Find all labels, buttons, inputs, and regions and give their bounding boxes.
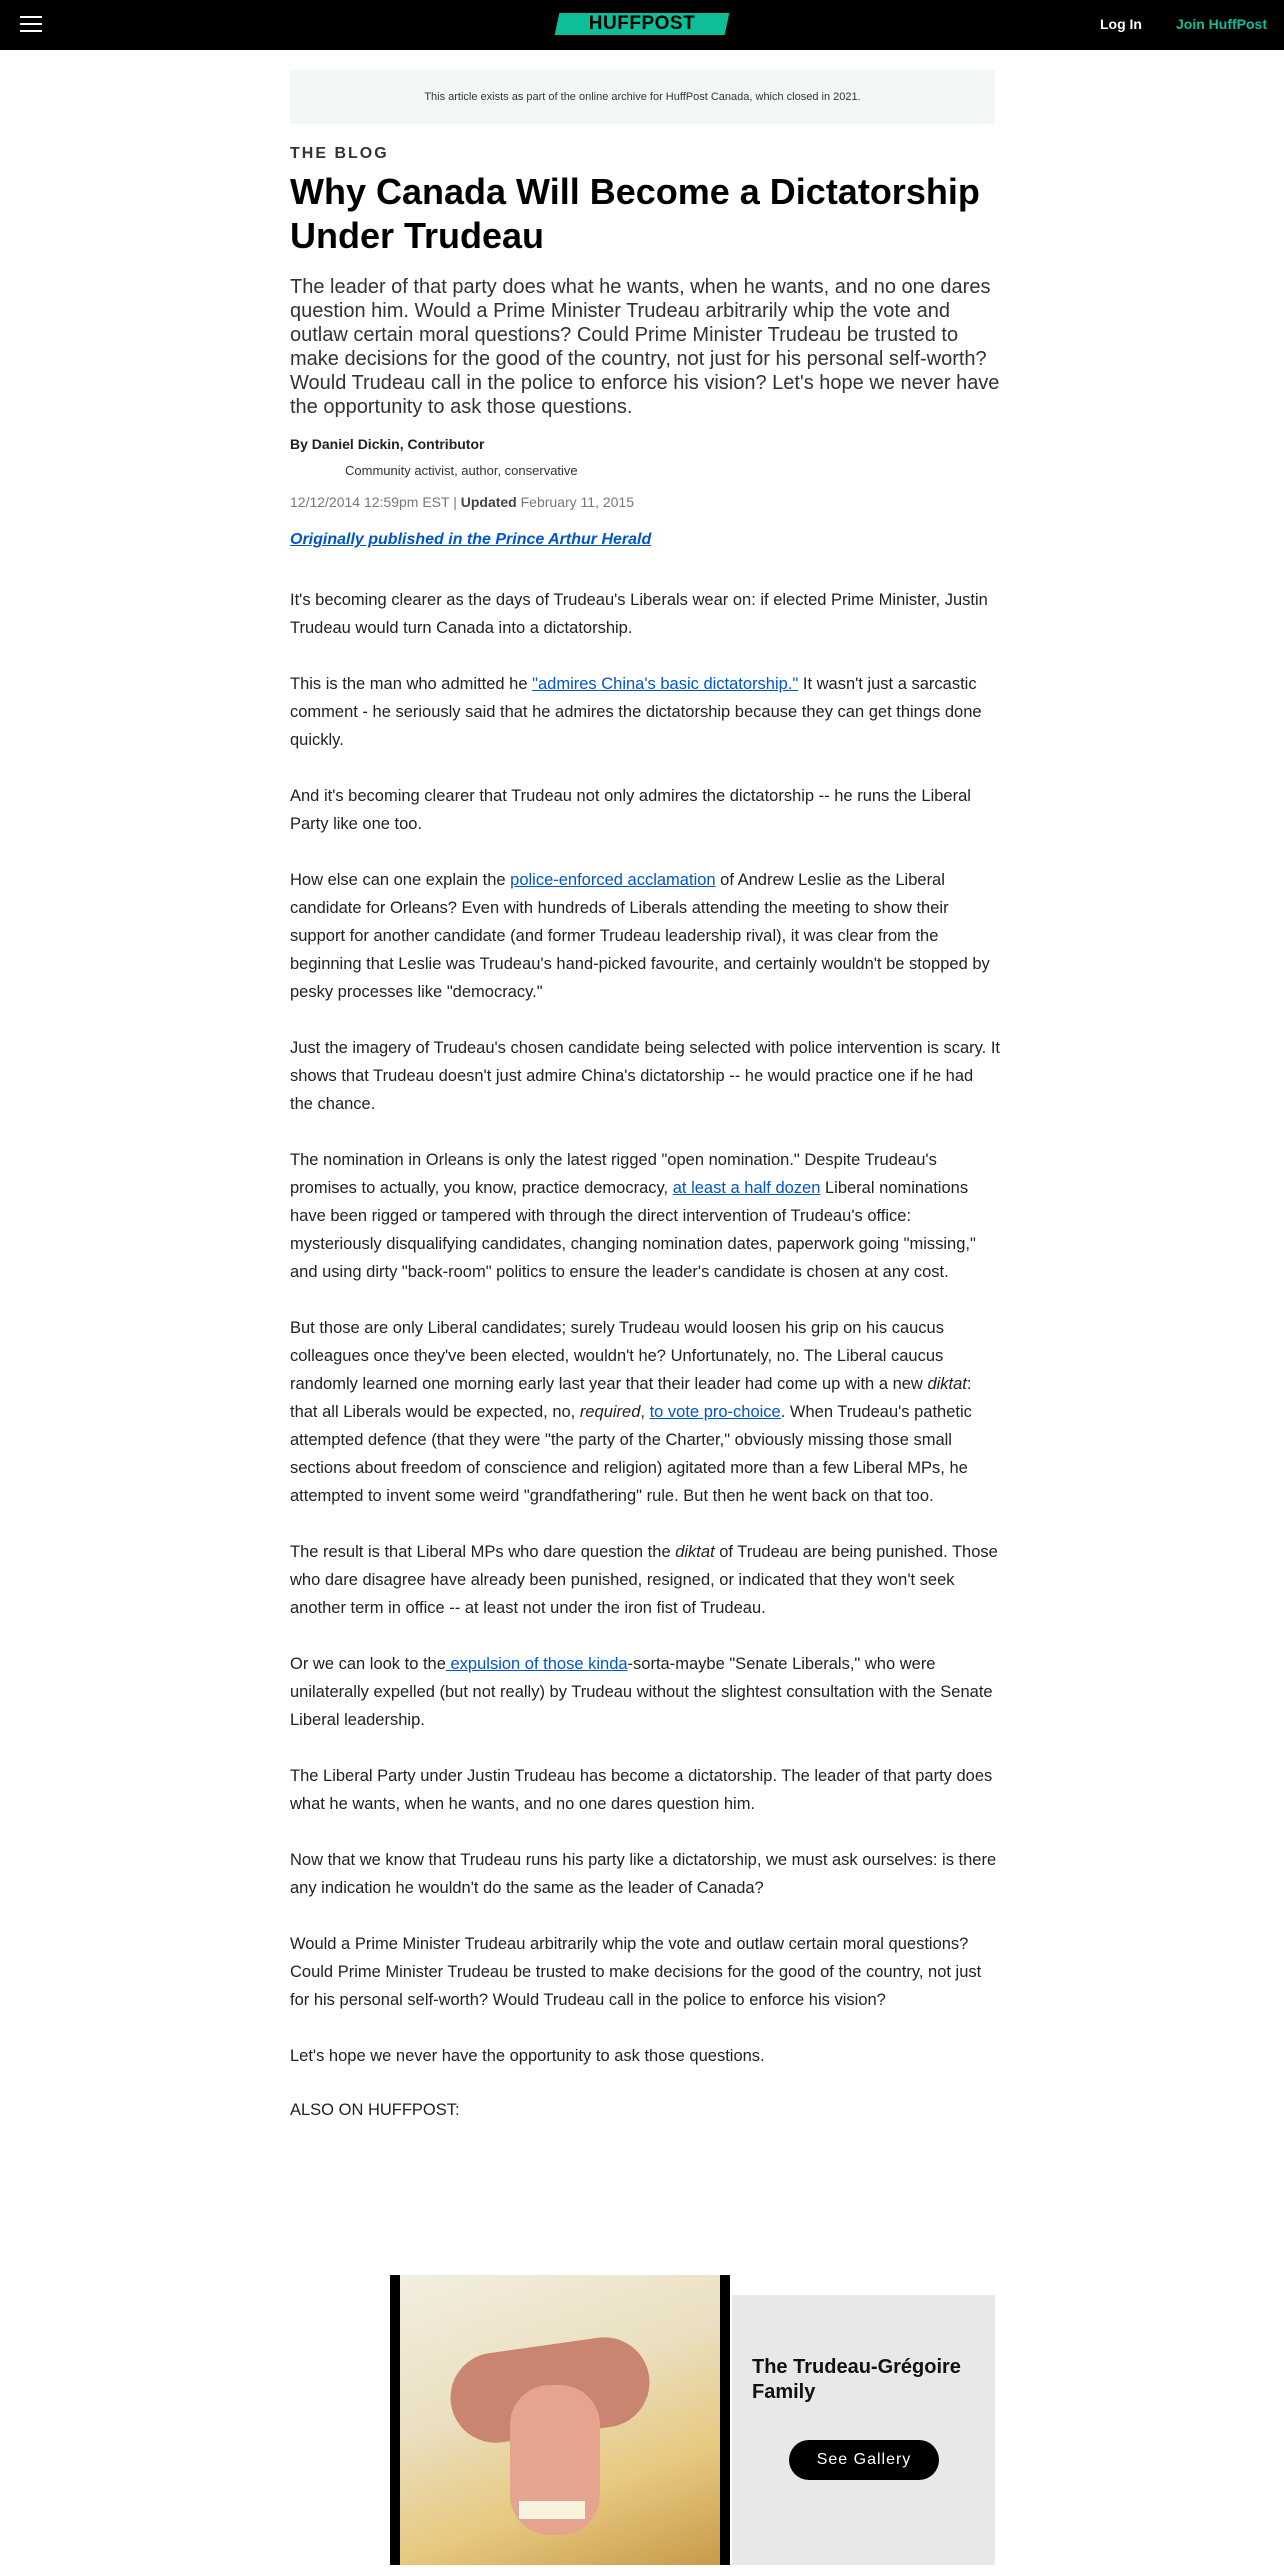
pro-choice-link[interactable]: to vote pro-choice xyxy=(649,1403,781,1421)
acclamation-link[interactable]: police-enforced acclamation xyxy=(510,871,716,889)
expulsion-link[interactable]: expulsion of those kinda xyxy=(445,1655,628,1673)
paragraph-13: Let's hope we never have the opportunity to ask those questions. xyxy=(290,2047,765,2065)
paragraph-11: Now that we know that Trudeau runs his party like a dictatorship, we must ask ourselves: is there any indication he wouldn't do the same as the leader of Canada? xyxy=(290,1851,997,1897)
huffpost-logo[interactable] xyxy=(557,13,727,35)
china-dictatorship-link[interactable]: "admires China's basic dictatorship." xyxy=(532,675,799,693)
paragraph-text: The result is that Liberal MPs who dare question the xyxy=(290,1543,676,1561)
paragraph-text: . When Trudeau's pathetic attempted defence (that they were "the party of the Charter," obviously missing those small sections about freedom of conscience and religion) agitated more than a few Liberal MPs, he attempted to invent some weird "grandfathering" rule. But then he went back on that too. xyxy=(290,1403,972,1505)
emphasis-required: required xyxy=(579,1403,641,1421)
see-gallery-button[interactable]: See Gallery xyxy=(789,2440,939,2480)
gallery-info-panel xyxy=(732,2295,995,2565)
author-byline[interactable]: By Daniel Dickin, Contributor xyxy=(290,436,485,452)
paragraph-1: It's becoming clearer as the days of Trudeau's Liberals wear on: if elected Prime Minister, Justin Trudeau would turn Canada into a dictatorship. xyxy=(290,591,988,637)
published-date: 12/12/2014 12:59pm EST xyxy=(290,494,450,510)
paragraph-text: It wasn't just a sarcastic comment - he seriously said that he admires the dictatorship because they can get things done quickly. xyxy=(290,675,982,749)
paragraph-text: How else can one explain the xyxy=(290,871,511,889)
hamburger-icon[interactable] xyxy=(20,16,42,34)
gallery-title[interactable]: The Trudeau-Grégoire Family xyxy=(752,2356,961,2403)
paragraph-9 xyxy=(290,1650,1000,1734)
article-dates xyxy=(290,494,634,510)
author-bio: Community activist, author, conservative xyxy=(345,463,578,478)
updated-label: Updated xyxy=(460,494,517,510)
updated-date: February 11, 2015 xyxy=(520,494,634,510)
article-body xyxy=(290,586,1000,2152)
paragraph-text: : that all Liberals would be expected, no, xyxy=(290,1375,972,1421)
archive-notice: This article exists as part of the online archive for HuffPost Canada, which closed in 2021. xyxy=(290,70,995,124)
section-kicker[interactable]: THE BLOG xyxy=(290,145,389,162)
paragraph-8 xyxy=(290,1538,1000,1622)
paragraph-7 xyxy=(290,1314,1000,1510)
paragraph-text: But those are only Liberal candidates; surely Trudeau would loosen his grip on his caucus colleagues once they've been elected, wouldn't he? Unfortunately, no. The Liberal caucus randomly learned one morning early last year that their leader had come up with a new xyxy=(290,1319,944,1393)
also-on-huffpost: ALSO ON HUFFPOST: xyxy=(290,2101,460,2119)
logo-text: HUFFPOST xyxy=(588,13,696,34)
paragraph-text: The nomination in Orleans is only the latest rigged "open nomination." Despite Trudeau's promises to actually, you know, practice democracy, xyxy=(290,1151,937,1197)
paragraph-2 xyxy=(290,670,1000,754)
login-link[interactable]: Log In xyxy=(1100,16,1142,32)
paragraph-4 xyxy=(290,866,1000,1006)
paragraph-text: This is the man who admitted he xyxy=(290,675,533,693)
paragraph-10: The Liberal Party under Justin Trudeau has become a dictatorship. The leader of that party does what he wants, when he wants, and no one dares question him. xyxy=(290,1767,993,1813)
paragraph-3: And it's becoming clearer that Trudeau not only admires the dictatorship -- he runs the Liberal Party like one too. xyxy=(290,787,971,833)
top-navigation-bar xyxy=(0,0,1284,50)
join-link[interactable]: Join HuffPost xyxy=(1176,16,1267,32)
paragraph-text: -sorta-maybe "Senate Liberals," who were unilaterally expelled (but not really) by Trudeau without the slightest consultation with the Senate Liberal leadership. xyxy=(290,1655,993,1729)
paragraph-5: Just the imagery of Trudeau's chosen candidate being selected with police intervention is scary. It shows that Trudeau doesn't just admire China's dictatorship -- he would practice one if he had the chance. xyxy=(290,1039,1000,1113)
paragraph-6 xyxy=(290,1146,1000,1286)
gallery-cover-image[interactable] xyxy=(390,2275,730,2565)
paragraph-text: of Trudeau are being punished. Those who dare disagree have already been punished, resigned, or indicated that they won't seek another term in office -- at least not under the iron fist of Trudeau. xyxy=(290,1543,998,1617)
emphasis-diktat: diktat xyxy=(927,1375,967,1393)
paragraph-text: , xyxy=(640,1403,650,1421)
date-separator: | xyxy=(453,494,457,510)
paragraph-12: Would a Prime Minister Trudeau arbitrarily whip the vote and outlaw certain moral questions? Could Prime Minister Trudeau be trusted to make decisions for the good of the country, not just for his personal self-worth? Would Trudeau call in the police to enforce his vision? xyxy=(290,1935,982,2009)
emphasis-diktat: diktat xyxy=(675,1543,715,1561)
half-dozen-link[interactable]: at least a half dozen xyxy=(672,1179,821,1197)
paragraph-text: Or we can look to the xyxy=(290,1655,446,1673)
paragraph-text: Liberal nominations have been rigged or tampered with through the direct intervention of Trudeau's office: mysteriously disqualifying candidates, changing nomination dates, paperwork going "missing," and using dirty "back-room" politics to ensure the leader's candidate is chosen at any cost. xyxy=(290,1179,976,1281)
article-headline: Why Canada Will Become a Dictatorship Under Trudeau xyxy=(290,171,980,256)
paragraph-text: of Andrew Leslie as the Liberal candidate for Orleans? Even with hundreds of Liberals attending the meeting to show their support for another candidate (and former Trudeau leadership rival), it was clear from the beginning that Leslie was Trudeau's hand-picked favourite, and certainly wouldn't be stopped by pesky processes like "democracy." xyxy=(290,871,990,1001)
photo-gallery-promo[interactable] xyxy=(390,2275,995,2565)
article-dek: The leader of that party does what he wants, when he wants, and no one dares question him. Would a Prime Minister Trudeau arbitrarily whip the vote and outlaw certain moral questions? Could Prime Minister Trudeau be trusted to make decisions for the good of the country, not just for his personal self-worth? Would Trudeau call in the police to enforce his vision? Let's hope we never have the opportunity to ask those questions. xyxy=(290,276,1000,418)
original-source-link[interactable]: Originally published in the Prince Arthur Herald xyxy=(290,531,652,548)
